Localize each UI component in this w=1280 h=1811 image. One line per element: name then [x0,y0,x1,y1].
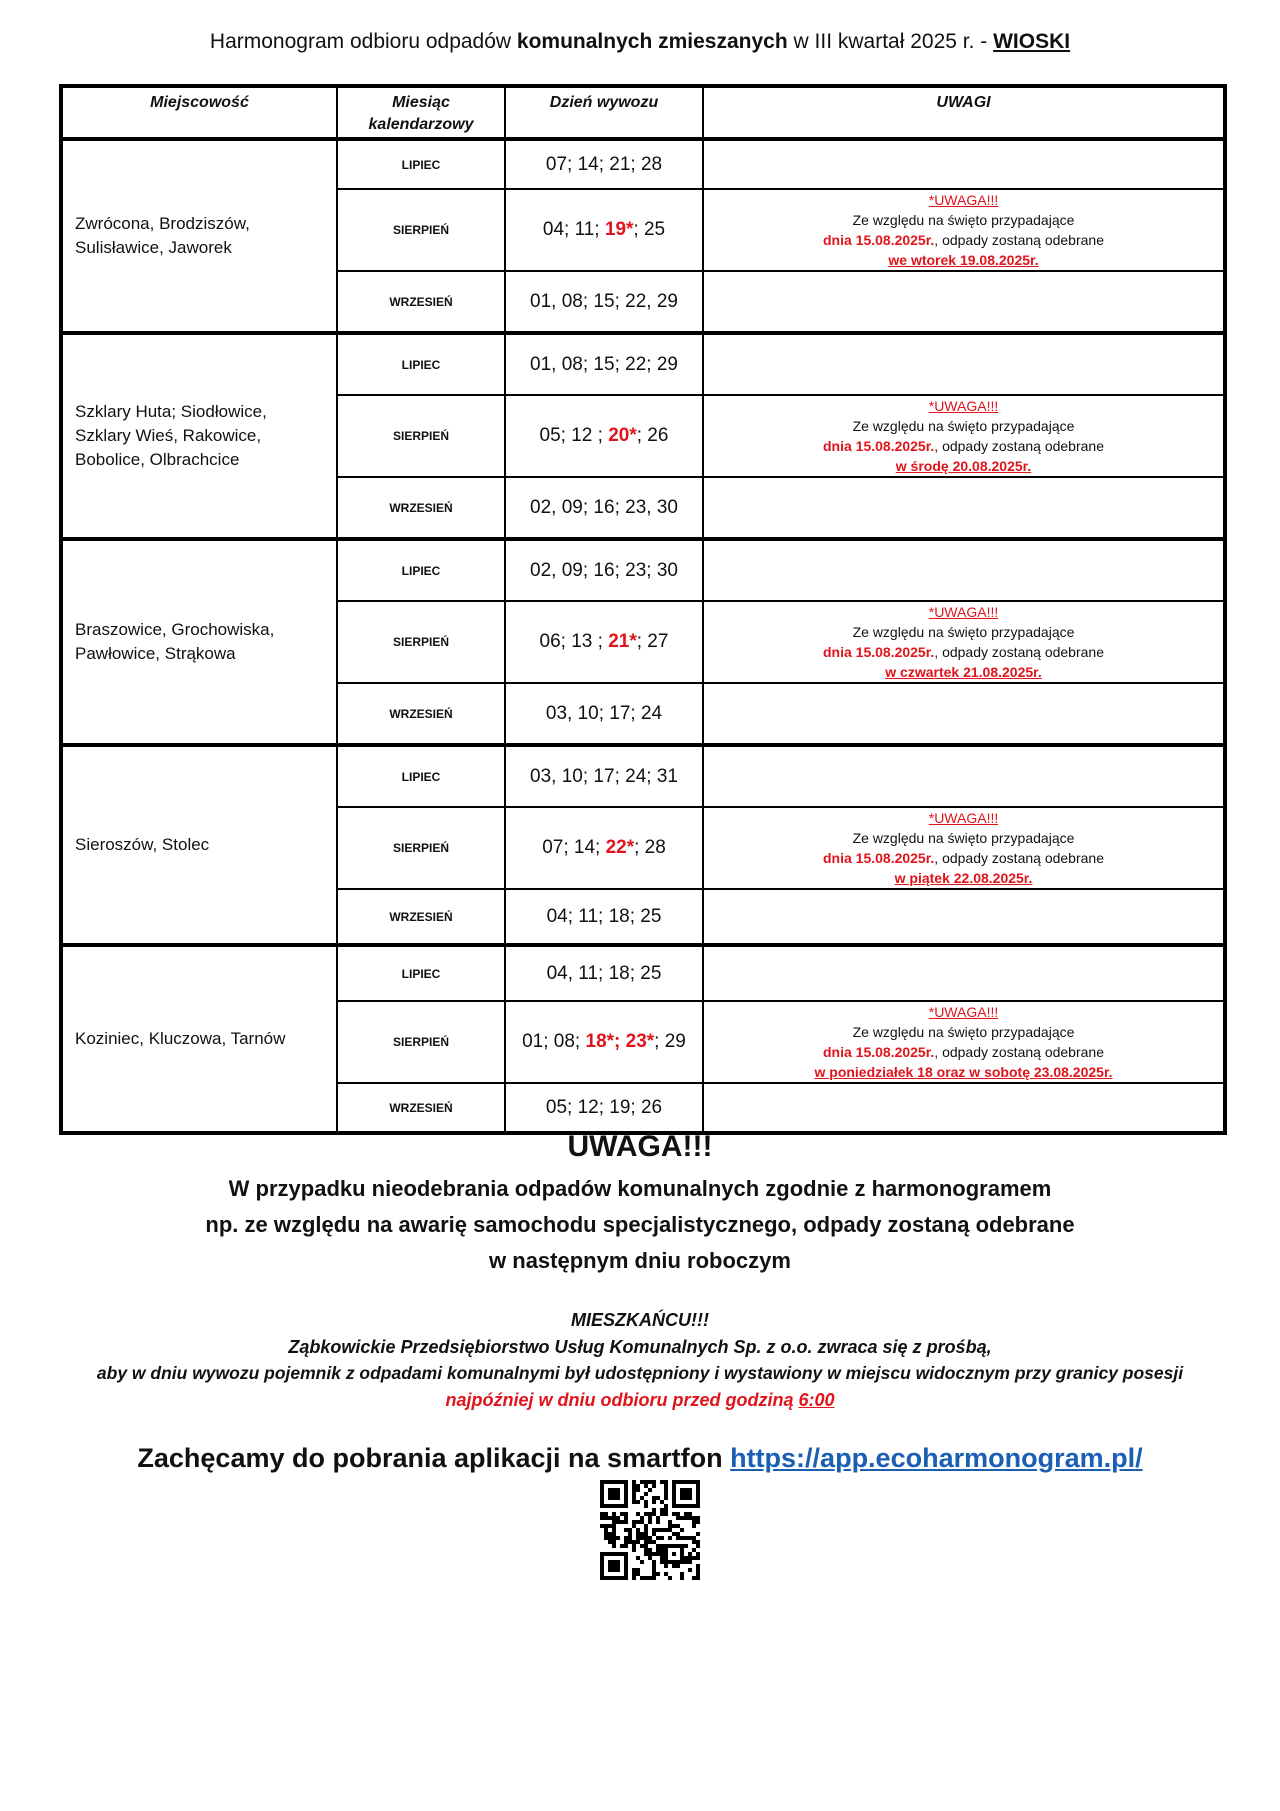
note-date: dnia 15.08.2025r. [822,1044,935,1060]
place-name-line: Szklary Wieś, Rakowice, [75,426,262,445]
table-row [61,539,1225,601]
month-cell: LIPIEC [337,539,505,601]
title-text: Harmonogram odbioru odpadów [209,30,517,53]
notes-cell [703,1083,1225,1133]
days-cell [505,601,703,683]
days-cell [505,477,703,539]
title-waste-type: komunalnych zmieszanych [516,30,788,53]
days-value: 02, 09; 16; 23, 30 [530,496,678,518]
days-value: 05; 12 ; [539,425,609,446]
note-heading: *UWAGA!!! [928,604,999,620]
days-cell [505,333,703,395]
days-cell [505,1001,703,1083]
resident-line-2: aby w dniu wywozu pojemnik z odpadami komunalnymi był udostępniony i wystawiony w miejscu widocznym przy granicy posesji [96,1363,1184,1383]
title-period: w III kwartał 2025 r. - [787,30,994,53]
header-month: Miesiąc kalendarzowy [337,86,505,139]
note-pickup-day: w poniedziałek 18 oraz w sobotę 23.08.2025r. [814,1064,1113,1080]
note-date-line [704,436,1223,456]
notes-cell [703,477,1225,539]
place-cell [61,745,337,945]
note-line: Ze względu na święto przypadające [852,418,1075,434]
days-value-tail: ; 29 [654,1031,686,1052]
place-cell [61,139,337,333]
note-text: , odpady zostaną odebrane [934,232,1104,248]
days-cell [505,139,703,189]
month-cell: SIERPIEŃ [337,1001,505,1083]
note-line: Ze względu na święto przypadające [852,1024,1075,1040]
days-cell [505,807,703,889]
days-cell [505,1083,703,1133]
note-date-line [704,230,1223,250]
resident-deadline [0,1390,1280,1411]
app-promo-text: Zachęcamy do pobrania aplikacji na smartfon [137,1443,731,1473]
schedule-table [59,84,1227,1135]
days-value: 03, 10; 17; 24; 31 [530,765,678,787]
days-value: 03, 10; 17; 24 [545,702,663,724]
header-place: Miejscowość [61,86,337,139]
month-cell: LIPIEC [337,139,505,189]
note-line: Ze względu na święto przypadające [852,212,1075,228]
place-name-line: Braszowice, Grochowiska, [75,620,275,639]
schedule-body [61,139,1225,1133]
month-cell: LIPIEC [337,745,505,807]
note-date: dnia 15.08.2025r. [822,850,935,866]
note-text: , odpady zostaną odebrane [934,644,1104,660]
place-cell [61,539,337,745]
month-cell: WRZESIEŃ [337,477,505,539]
month-cell: SIERPIEŃ [337,189,505,271]
notes-cell [703,807,1225,889]
note-line: Ze względu na święto przypadające [852,830,1075,846]
warning-heading: UWAGA!!! [567,1130,713,1163]
deadline-time: 6:00 [798,1390,835,1410]
note-heading: *UWAGA!!! [928,398,999,414]
days-value-tail: ; 26 [636,425,669,446]
days-cell [505,945,703,1001]
notes-cell [703,271,1225,333]
warning-line-2: np. ze względu na awarię samochodu specjalistycznego, odpady zostaną odebrane [205,1212,1075,1237]
place-cell [61,333,337,539]
header-notes: UWAGI [703,86,1225,139]
days-holiday-shift: 21* [608,631,637,652]
note-heading: *UWAGA!!! [928,1004,999,1020]
days-value: 02, 09; 16; 23; 30 [530,559,678,581]
page-title [0,30,1280,54]
days-value: 04; 11; 18; 25 [546,905,662,927]
notes-cell [703,395,1225,477]
note-date-line [704,848,1223,868]
days-holiday-shift: 18*; 23* [585,1031,655,1052]
notes-cell [703,333,1225,395]
place-name-line: Pawłowice, Strąkowa [75,644,236,663]
warning-line-1: W przypadku nieodebrania odpadów komunalnych zgodnie z harmonogramem [228,1176,1052,1201]
days-cell [505,271,703,333]
days-value: 04, 11; 18; 25 [546,962,662,984]
days-value: 01; 08; [522,1031,586,1052]
notes-cell [703,945,1225,1001]
resident-heading: MIESZKAŃCU!!! [571,1310,709,1330]
note-date-line [704,642,1223,662]
app-link[interactable]: https://app.ecoharmonogram.pl/ [730,1443,1143,1473]
title-region: WIOSKI [993,30,1071,53]
warning-line-3: w następnym dniu roboczym [489,1248,791,1273]
month-cell: WRZESIEŃ [337,683,505,745]
table-row [61,139,1225,189]
note-pickup-day: w czwartek 21.08.2025r. [885,664,1042,680]
notes-cell [703,745,1225,807]
table-row [61,945,1225,1001]
notes-cell [703,683,1225,745]
days-value-tail: ; 27 [636,631,669,652]
place-name-line: Koziniec, Kluczowa, Tarnów [75,1029,286,1048]
days-holiday-shift: 22* [605,837,635,858]
days-value: 07; 14; 21; 28 [545,153,663,175]
days-value-tail: ; 28 [634,837,666,858]
month-cell: LIPIEC [337,945,505,1001]
place-name-line: Sulisławice, Jaworek [75,238,232,257]
notes-cell [703,139,1225,189]
month-cell: SIERPIEŃ [337,807,505,889]
note-heading: *UWAGA!!! [928,192,999,208]
notes-cell [703,539,1225,601]
note-date: dnia 15.08.2025r. [822,438,935,454]
note-date: dnia 15.08.2025r. [822,644,935,660]
days-cell [505,539,703,601]
days-holiday-shift: 19* [604,219,634,240]
note-heading: *UWAGA!!! [928,810,999,826]
days-value: 01, 08; 15; 22, 29 [530,290,678,312]
place-name-line: Sieroszów, Stolec [75,835,210,854]
place-cell [61,945,337,1133]
month-cell: WRZESIEŃ [337,271,505,333]
notes-cell [703,889,1225,945]
days-value: 04; 11; [542,219,605,240]
note-date: dnia 15.08.2025r. [822,232,935,248]
notes-cell [703,601,1225,683]
note-line: Ze względu na święto przypadające [852,624,1075,640]
note-text: , odpady zostaną odebrane [934,438,1104,454]
note-pickup-day: w środę 20.08.2025r. [895,458,1032,474]
days-cell [505,745,703,807]
table-row [61,745,1225,807]
month-cell: WRZESIEŃ [337,889,505,945]
days-value: 01, 08; 15; 22; 29 [530,353,678,375]
deadline-text: najpóźniej w dniu odbioru przed godziną [445,1390,799,1410]
days-value-tail: ; 25 [633,219,666,240]
days-cell [505,889,703,945]
days-value: 07; 14; [542,837,606,858]
note-pickup-day: w piątek 22.08.2025r. [894,870,1033,886]
note-text: , odpady zostaną odebrane [934,1044,1104,1060]
place-name-line: Szklary Huta; Siodłowice, [75,402,267,421]
qr-code-icon[interactable] [600,1480,700,1580]
month-cell: WRZESIEŃ [337,1083,505,1133]
table-row [61,333,1225,395]
note-pickup-day: we wtorek 19.08.2025r. [888,252,1039,268]
days-cell [505,189,703,271]
month-cell: LIPIEC [337,333,505,395]
days-value: 05; 12; 19; 26 [545,1096,663,1118]
days-holiday-shift: 20* [608,425,637,446]
days-cell [505,395,703,477]
header-days: Dzień wywozu [505,86,703,139]
days-value: 06; 13 ; [539,631,609,652]
place-name-line: Bobolice, Olbrachcice [75,450,240,469]
month-cell: SIERPIEŃ [337,395,505,477]
notes-cell [703,1001,1225,1083]
month-cell: SIERPIEŃ [337,601,505,683]
notes-cell [703,189,1225,271]
days-cell [505,683,703,745]
note-date-line [704,1042,1223,1062]
resident-line-1: Ząbkowickie Przedsiębiorstwo Usług Komunalnych Sp. z o.o. zwraca się z prośbą, [288,1337,992,1357]
place-name-line: Zwrócona, Brodziszów, [75,214,250,233]
app-promo [0,1443,1280,1474]
note-text: , odpady zostaną odebrane [934,850,1104,866]
